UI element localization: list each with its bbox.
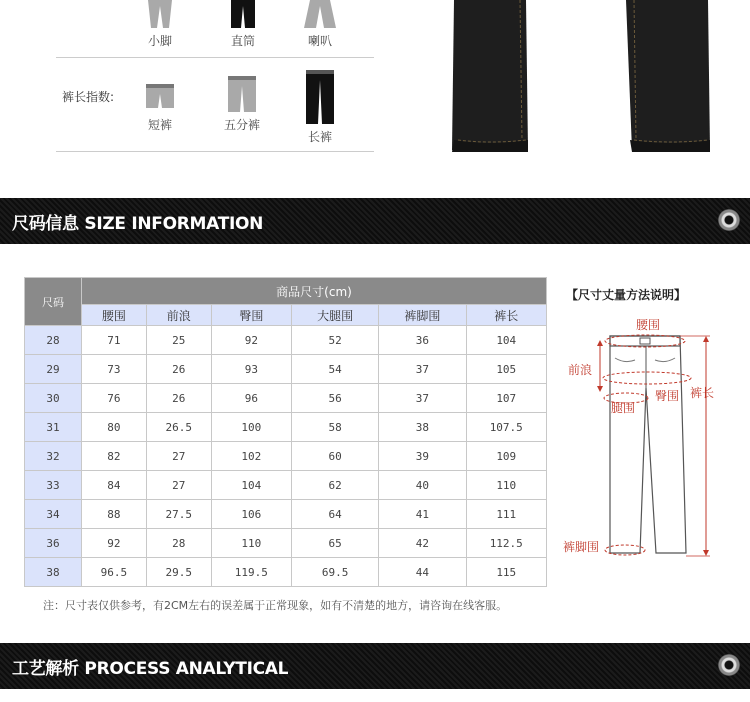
fit-label: 小脚 [147,34,172,48]
table-cell: 26 [146,384,211,413]
table-cell: 65 [292,529,379,558]
knob-icon [718,209,740,231]
flare-pants-icon [300,0,340,28]
table-cell: 64 [292,500,379,529]
table-cell: 69.5 [292,558,379,587]
fit-row [56,0,374,58]
table-cell: 54 [292,355,379,384]
table-cell: 26 [146,355,211,384]
column-header-leg-opening: 裤脚围 [379,305,466,326]
size-cell: 28 [25,326,82,355]
table-cell: 25 [146,326,211,355]
table-cell: 96.5 [82,558,147,587]
product-dimension-header: 商品尺寸(cm) [82,278,547,305]
table-cell: 26.5 [146,413,211,442]
table-cell: 88 [82,500,147,529]
table-cell: 27.5 [146,500,211,529]
long-pants-icon [305,70,335,124]
size-cell: 29 [25,355,82,384]
size-note: 注：尺寸表仅供参考，有2CM左右的误差属于正常现象，如有不清楚的地方，请咨询在线客服。 [43,599,508,612]
column-header-front-rise: 前浪 [146,305,211,326]
column-header-waist: 腰围 [82,305,147,326]
straight-pants-icon [229,0,257,28]
size-table [24,277,547,587]
length-row [56,58,374,152]
size-cell: 30 [25,384,82,413]
table-cell: 92 [82,529,147,558]
table-cell: 62 [292,471,379,500]
fit-label: 喇叭 [307,34,332,48]
column-header-length: 裤长 [466,305,546,326]
leg-opening-label: 裤脚围 [563,540,600,554]
table-cell: 27 [146,442,211,471]
size-cell: 33 [25,471,82,500]
jeans-photo [440,0,730,160]
table-cell: 111 [466,500,546,529]
fit-option-straight [213,0,273,49]
table-cell: 84 [82,471,147,500]
table-row [25,355,547,384]
table-cell: 107 [466,384,546,413]
table-cell: 44 [379,558,466,587]
measurement-guide-title: 【尺寸丈量方法说明】 [566,288,687,302]
table-cell: 93 [211,355,291,384]
fit-label: 直筒 [230,34,255,48]
size-information-banner [0,198,750,244]
column-header-hip: 臀围 [211,305,291,326]
table-cell: 110 [466,471,546,500]
table-cell: 102 [211,442,291,471]
table-cell: 107.5 [466,413,546,442]
size-column-header: 尺码 [25,278,82,326]
table-cell: 96 [211,384,291,413]
table-row [25,529,547,558]
table-row [25,384,547,413]
thigh-label: 腿围 [611,401,636,415]
table-cell: 76 [82,384,147,413]
table-cell: 27 [146,471,211,500]
table-cell: 42 [379,529,466,558]
shorts-icon [145,84,175,112]
table-row [25,471,547,500]
size-cell: 38 [25,558,82,587]
table-cell: 71 [82,326,147,355]
size-cell: 36 [25,529,82,558]
length-label: 裤长 [690,386,715,400]
table-cell: 110 [211,529,291,558]
process-analytical-banner [0,643,750,689]
table-cell: 119.5 [211,558,291,587]
banner-title: 尺码信息 SIZE INFORMATION [12,214,264,234]
table-cell: 92 [211,326,291,355]
table-cell: 82 [82,442,147,471]
length-index-label: 裤长指数: [62,90,115,104]
length-label: 短裤 [147,118,172,132]
table-cell: 105 [466,355,546,384]
table-cell: 73 [82,355,147,384]
table-cell: 28 [146,529,211,558]
fit-option-flare [290,0,350,49]
table-row [25,326,547,355]
length-option-trousers [290,70,350,145]
table-cell: 37 [379,384,466,413]
table-cell: 39 [379,442,466,471]
capri-pants-icon [227,76,257,112]
table-row [25,413,547,442]
table-cell: 104 [211,471,291,500]
table-cell: 52 [292,326,379,355]
length-option-capri [212,76,272,133]
table-row [25,500,547,529]
table-row [25,442,547,471]
table-cell: 40 [379,471,466,500]
table-cell: 80 [82,413,147,442]
product-options [0,0,750,200]
size-cell: 31 [25,413,82,442]
table-cell: 38 [379,413,466,442]
table-cell: 106 [211,500,291,529]
column-header-thigh: 大腿围 [292,305,379,326]
table-cell: 60 [292,442,379,471]
table-cell: 100 [211,413,291,442]
table-cell: 37 [379,355,466,384]
size-cell: 34 [25,500,82,529]
knob-icon [718,654,740,676]
size-cell: 32 [25,442,82,471]
skinny-pants-icon [146,0,174,28]
table-cell: 29.5 [146,558,211,587]
table-cell: 36 [379,326,466,355]
pants-measurement-diagram [560,308,750,568]
length-label: 五分裤 [223,118,260,132]
table-row [25,558,547,587]
table-cell: 56 [292,384,379,413]
banner-title: 工艺解析 PROCESS ANALYTICAL [12,659,289,679]
table-cell: 112.5 [466,529,546,558]
fit-option-skinny [130,0,190,49]
table-cell: 109 [466,442,546,471]
waist-label: 腰围 [636,318,661,332]
hip-label: 臀围 [655,389,680,403]
front-rise-label: 前浪 [568,363,593,377]
length-label: 长裤 [307,130,332,144]
length-option-shorts [130,84,190,133]
table-cell: 58 [292,413,379,442]
table-cell: 115 [466,558,546,587]
table-cell: 104 [466,326,546,355]
table-cell: 41 [379,500,466,529]
